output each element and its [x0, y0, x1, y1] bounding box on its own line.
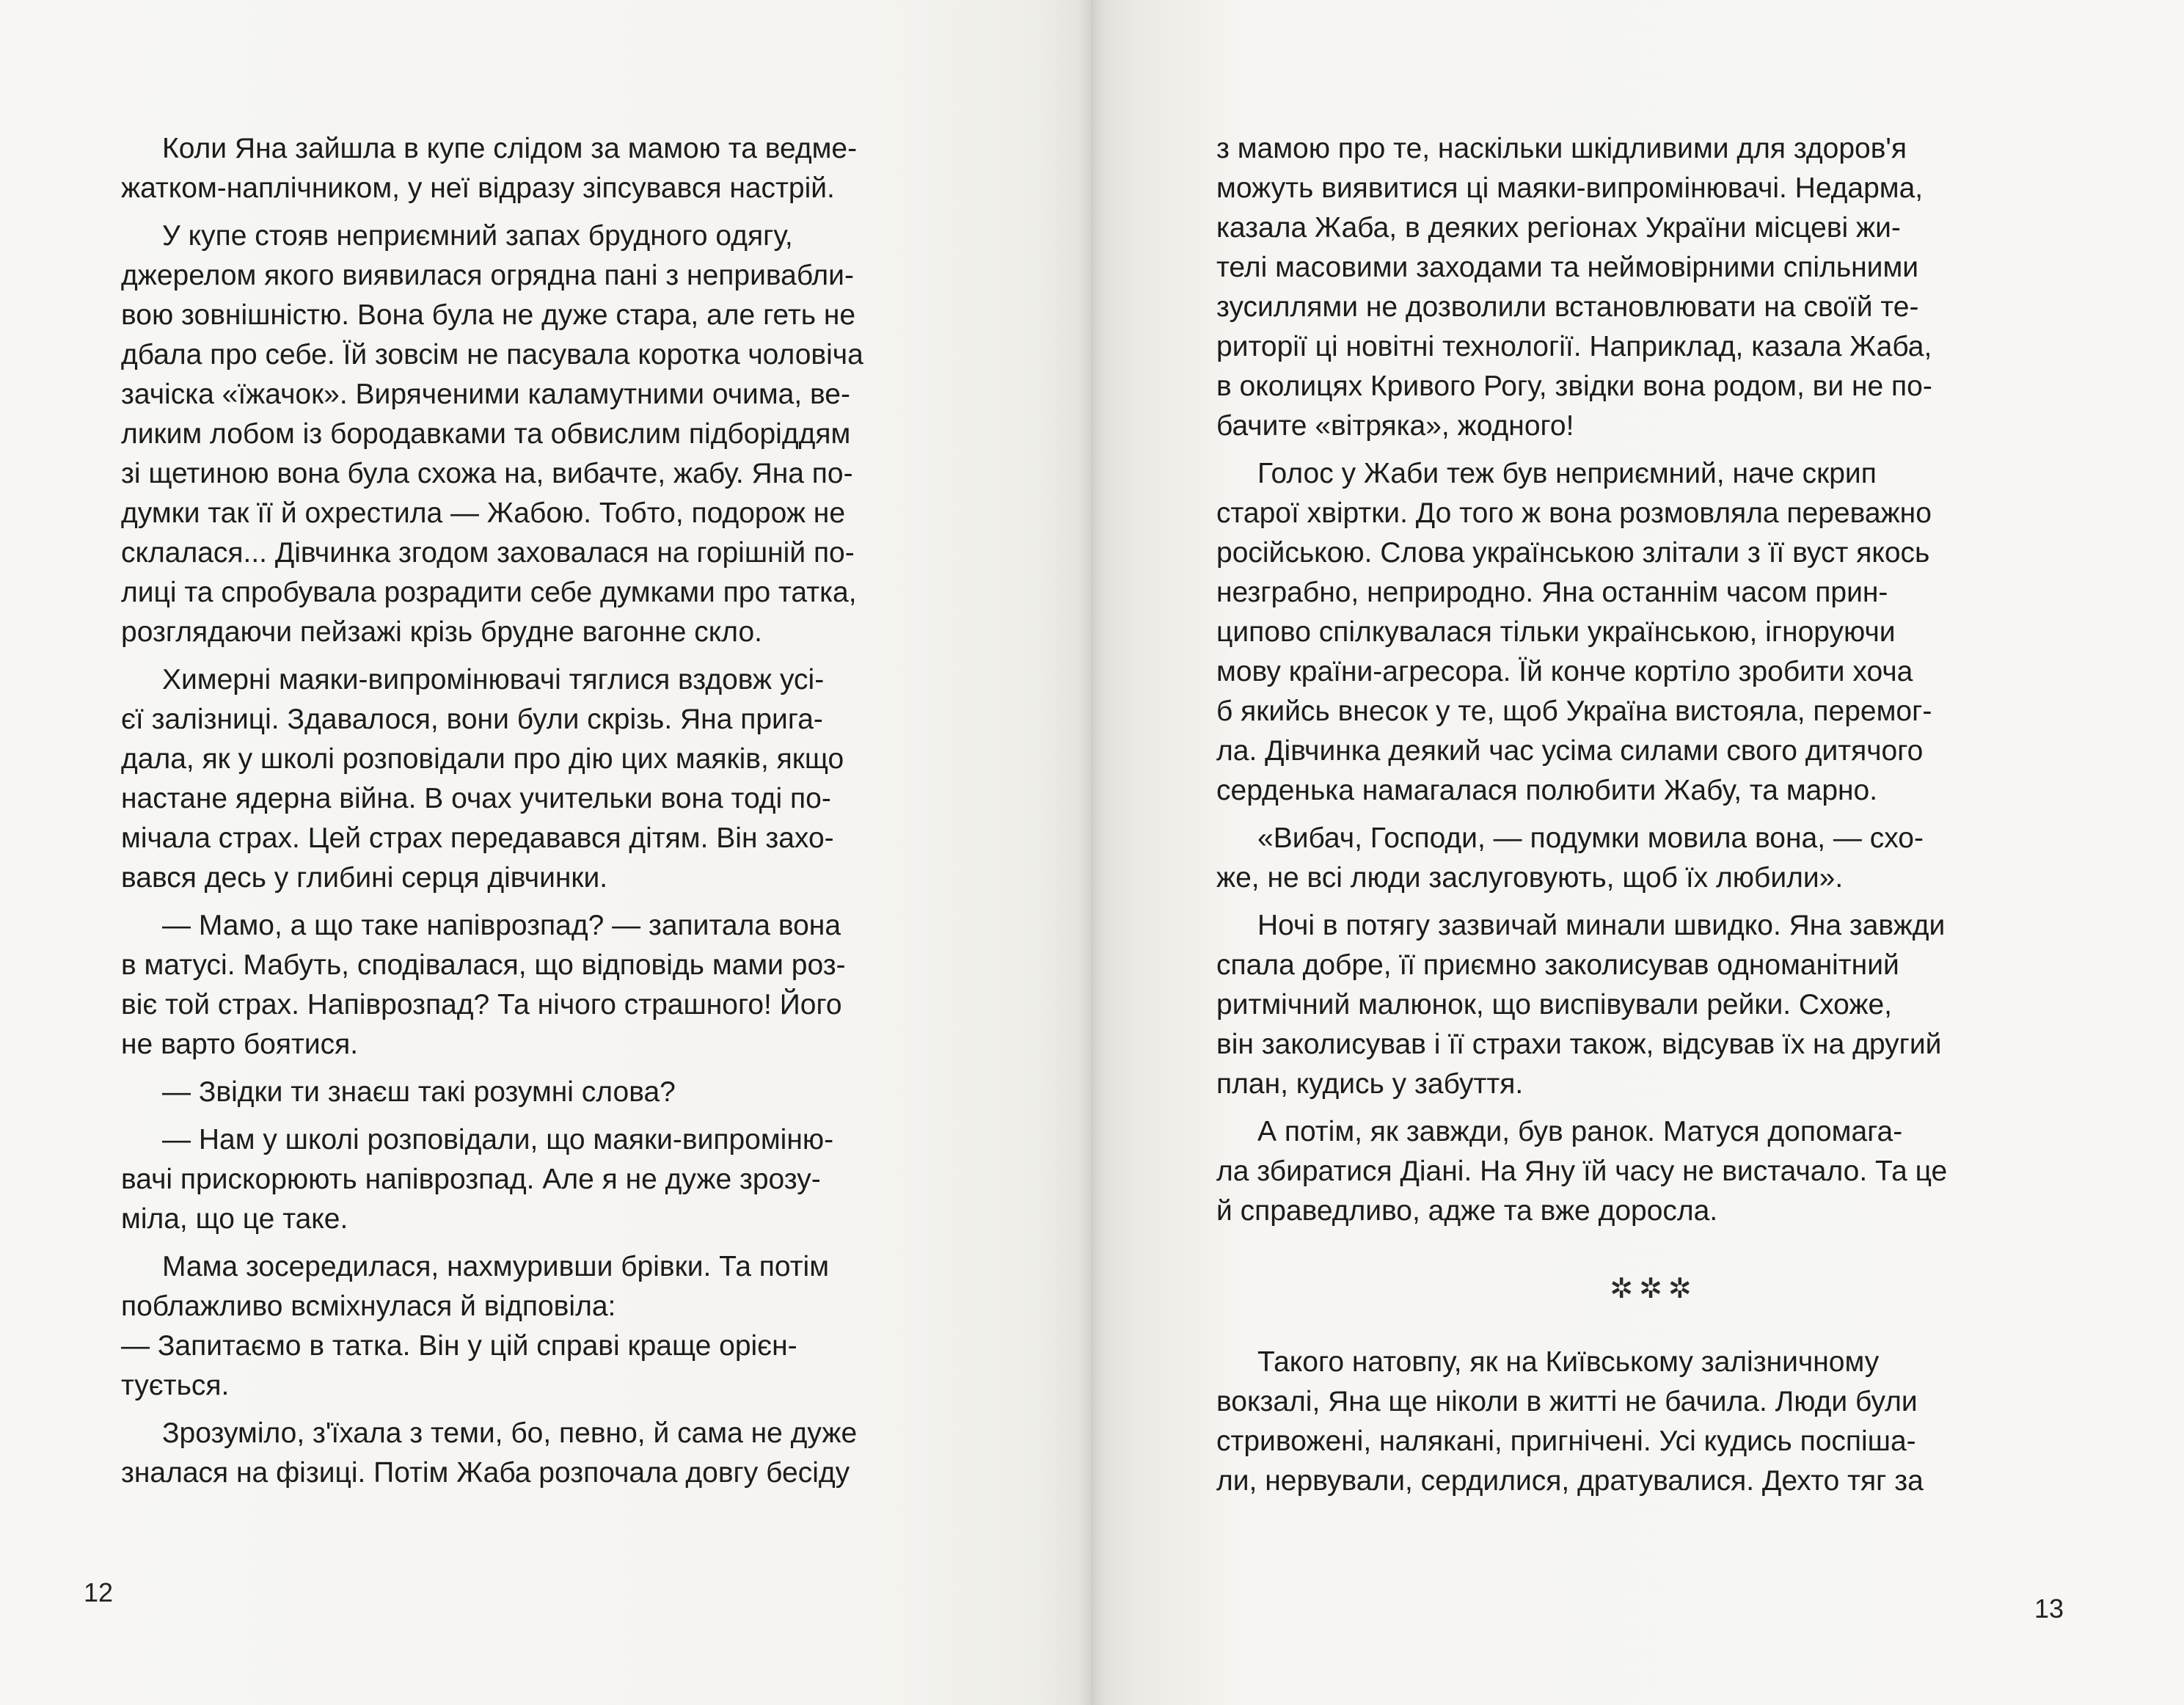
paragraph: Голос у Жаби теж був неприємний, наче скрип старої хвіртки. До того ж вона розмовляла переважно російською. Слова українською злітали з її вуст якось незграбно, неприродно. Яна останнім часом прин- ципово спілкувалася тільки українською, ігноруючи мову країни-агресора. Їй конче кортіло зробити хоча б якийсь внесок у те, щоб Україна вистояла, перемог- ла. Дівчинка деякий час усіма силами свого дитячого серденька намагалася полюбити Жабу, та марно.	[1216, 458, 1932, 806]
right-page-text	[1216, 129, 2047, 1509]
paragraph: Мама зосередилася, нахмуривши брівки. Та потім поблажливо всміхнулася й відповіла: — Запитаємо в татка. Він у цій справі краще орієн- тується.	[121, 1251, 830, 1401]
paragraph: Такого натовпу, як на Київському залізничному вокзалі, Яна ще ніколи в житті не бачила. Люди були стривожені, налякані, пригнічені. Усі кудись поспіша- ли, нервували, сердилися, дратувалися. Дехто тяг за	[1216, 1346, 1924, 1497]
paragraph: Зрозуміло, з'їхала з теми, бо, певно, й сама не дуже зналася на фізиці. Потім Жаба розпочала довгу бесіду	[121, 1417, 858, 1489]
page-number-right: 13	[2034, 1593, 2064, 1624]
paragraph: — Нам у школі розповідали, що маяки-випроміню- вачі прискорюють напіврозпад. Але я не дуже зрозу- міла, що це таке.	[121, 1124, 834, 1235]
right-page	[1092, 0, 2184, 1705]
paragraph: «Вибач, Господи, — подумки мовила вона, — схо- же, не всі люди заслуговують, щоб їх любили».	[1216, 822, 1924, 894]
page-number-left: 12	[84, 1577, 114, 1607]
paragraph: — Мамо, а що таке напіврозпад? — запитала вона в матусі. Мабуть, сподівалася, що відповідь мами роз- віє той страх. Напіврозпад? Та нічого страшного! Його не варто боятися.	[121, 910, 846, 1060]
left-page-text	[121, 129, 947, 1501]
paragraph: Коли Яна зайшла в купе слідом за мамою та ведме- жатком-наплічником, у неї відразу зіпсувався настрій.	[121, 133, 858, 204]
paragraph: Химерні маяки-випромінювачі тяглися вздовж усі- єї залізниці. Здавалося, вони були скрізь. Яна прига- дала, як у школі розповідали про дію цих маяків, якщо настане ядерна війна. В очах учительки вона тоді по- мічала страх. Цей страх передавався дітям. Він захо- вався десь у глибині серця дівчинки.	[121, 664, 844, 894]
paragraph: Ночі в потягу зазвичай минали швидко. Яна завжди спала добре, її приємно заколисував одноманітний ритмічний малюнок, що виспівували рейки. Схоже, він заколисував і її страхи також, відсував їх на другий план, кудись у забуття.	[1216, 910, 1946, 1100]
paragraph: А потім, як завжди, був ранок. Матуся допомага- ла збиратися Діані. На Яну їй часу не вистачало. Та це й справедливо, адже та вже доросла.	[1216, 1116, 1948, 1227]
book-gutter	[1078, 0, 1105, 1705]
paragraph: У купе стояв неприємний запах брудного одягу, джерелом якого виявилася огрядна пані з непривабли- вою зовнішністю. Вона була не дуже стара, але геть не дбала про себе. Їй зовсім не пасувала коротка чоловіча зачіска «їжачок». Виряченими каламутними очима, ве- ликим лобом із бородавками та обвислим підборіддям зі щетиною вона була схожа на, вибачте, жабу. Яна по- думки так її й охрестила — Жабою. Тобто, подорож не склалася... Дівчинка згодом заховалася на горішній по- лиці та спробувала розрадити себе думками про татка, розглядаючи пейзажі крізь брудне вагонне скло.	[121, 220, 863, 648]
paragraph: з мамою про те, наскільки шкідливими для здоров'я можуть виявитися ці маяки-випромінювачі. Недарма, казала Жаба, в деяких регіонах України місцеві жи- телі масовими заходами та неймовірними спільними зусиллями не дозволили встановлювати на своїй те- риторії ці новітні технології. Наприклад, казала Жаба, в околицях Кривого Рогу, звідки вона родом, ви не по- бачите «вітряка», жодного!	[1216, 133, 1932, 442]
section-break-stars: ✲✲✲	[1610, 1274, 1698, 1304]
paragraph: — Звідки ти знаєш такі розумні слова?	[162, 1076, 676, 1108]
